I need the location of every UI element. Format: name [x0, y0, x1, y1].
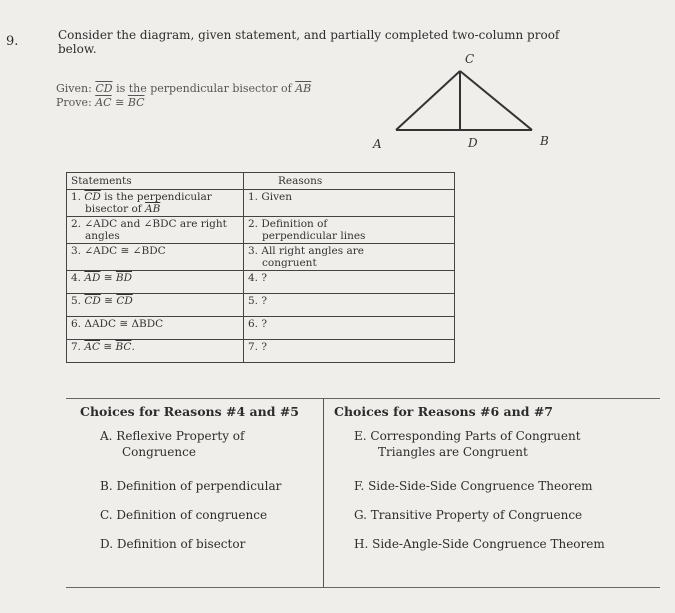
statement-text: ΔADC ≅ ΔBDC [84, 318, 164, 330]
proof-header-row [67, 173, 455, 190]
choice-a[interactable] [100, 428, 244, 460]
choice-e-line2: Triangles are Congruent [378, 445, 528, 459]
label-d: D [468, 136, 478, 150]
reason-text: 3. All right angles are [248, 245, 364, 257]
label-a: A [373, 137, 382, 151]
statement-text: bisector of [85, 203, 142, 215]
given-statement [56, 82, 311, 96]
statement-2 [67, 217, 244, 244]
given-prove-block [56, 82, 311, 110]
prove-statement [56, 96, 311, 110]
statement-segment: $\overline{BC}$ [115, 341, 132, 353]
choices-right-header: Choices for Reasons #6 and #7 [334, 404, 553, 419]
proof-row-5 [67, 294, 455, 317]
statement-4 [67, 271, 244, 294]
reason-2-line2: perpendicular lines [262, 230, 366, 242]
choice-b[interactable]: B. Definition of perpendicular [100, 479, 282, 493]
prove-segment-ac: $\overline{AC}$ [95, 96, 112, 109]
label-c: C [465, 52, 475, 66]
statement-relation: ≅ [103, 341, 113, 353]
triangle-diagram [360, 50, 580, 160]
given-segment-cd: $\overline{CD}$ [95, 82, 113, 95]
statement-6 [67, 317, 244, 340]
given-text: is the perpendicular bisector of [116, 82, 292, 95]
statement-relation: ≅ [103, 272, 113, 284]
proof-row-4 [67, 271, 455, 294]
statement-2-line2: angles [85, 230, 120, 242]
question-number: 9. [6, 34, 19, 49]
proof-row-2 [67, 217, 455, 244]
choice-d[interactable]: D. Definition of bisector [100, 537, 246, 551]
choice-f[interactable]: F. Side-Side-Side Congruence Theorem [354, 479, 593, 493]
statements-header: Statements [67, 173, 244, 190]
proof-row-3 [67, 244, 455, 271]
choice-c[interactable]: C. Definition of congruence [100, 508, 268, 522]
reason-6[interactable]: 6. ? [244, 317, 455, 340]
reason-1: 1. Given [244, 190, 455, 217]
choice-e-line1: E. Corresponding Parts of Congruent [354, 429, 581, 443]
question-text-line2: below. [58, 42, 97, 56]
statement-7 [67, 340, 244, 363]
proof-row-7 [67, 340, 455, 363]
proof-row-6 [67, 317, 455, 340]
statement-text: is the perpendicular [104, 191, 212, 203]
choice-g[interactable]: G. Transitive Property of Congruence [354, 508, 583, 522]
statement-segment: $\overline{AC}$ [84, 341, 100, 353]
label-b: B [540, 134, 549, 148]
prove-congruent-symbol: ≅ [115, 96, 125, 109]
statement-1 [67, 190, 244, 217]
reasons-header: Reasons [244, 173, 455, 190]
reason-5[interactable]: 5. ? [244, 294, 455, 317]
reason-4[interactable]: 4. ? [244, 271, 455, 294]
statement-number: 4. [71, 272, 82, 284]
statement-5 [67, 294, 244, 317]
statement-segment: $\overline{AB}$ [145, 203, 161, 215]
proof-row-1 [67, 190, 455, 217]
reason-3-line2: congruent [262, 257, 317, 269]
statement-segment: $\overline{CD}$ [84, 295, 101, 307]
choices-divider [323, 398, 324, 588]
prove-segment-bc: $\overline{BC}$ [127, 96, 145, 109]
statement-number: 3. [71, 245, 82, 257]
statement-number: 1. [71, 191, 82, 203]
statement-segment: $\overline{AD}$ [84, 272, 101, 284]
choice-a-line1: A. Reflexive Property of [100, 429, 245, 443]
statement-period: . [131, 341, 135, 353]
segment-cb [460, 71, 532, 130]
statement-segment: $\overline{CD}$ [116, 295, 133, 307]
prove-label: Prove: [56, 96, 92, 109]
reason-2 [244, 217, 455, 244]
statement-relation: ≅ [104, 295, 113, 307]
given-label: Given: [56, 82, 92, 95]
statement-number: 6. [71, 318, 82, 330]
reason-3 [244, 244, 455, 271]
choice-h[interactable]: H. Side-Angle-Side Congruence Theorem [354, 537, 605, 551]
proof-table [66, 172, 455, 363]
statement-segment: $\overline{BD}$ [115, 272, 133, 284]
choices-bottom-rule [66, 587, 660, 588]
statement-number: 7. [71, 341, 82, 353]
choice-e[interactable] [354, 428, 581, 460]
statement-number: 2. [71, 218, 82, 230]
segment-ac [396, 71, 460, 130]
statement-number: 5. [71, 295, 82, 307]
choice-a-line2: Congruence [122, 445, 196, 459]
statement-segment: $\overline{CD}$ [84, 191, 101, 203]
reason-text: 2. Definition of [248, 218, 328, 230]
choices-top-rule [66, 398, 660, 399]
given-segment-ab: $\overline{AB}$ [295, 82, 312, 95]
choices-left-header: Choices for Reasons #4 and #5 [80, 404, 299, 419]
question-text-line1: Consider the diagram, given statement, and partially completed two-column proof [58, 28, 560, 42]
statement-1-line2 [71, 203, 239, 215]
statement-text: ∠ADC and ∠BDC are right [84, 218, 227, 230]
reason-7[interactable]: 7. ? [244, 340, 455, 363]
statement-3 [67, 244, 244, 271]
statement-text: ∠ADC ≅ ∠BDC [84, 245, 166, 257]
